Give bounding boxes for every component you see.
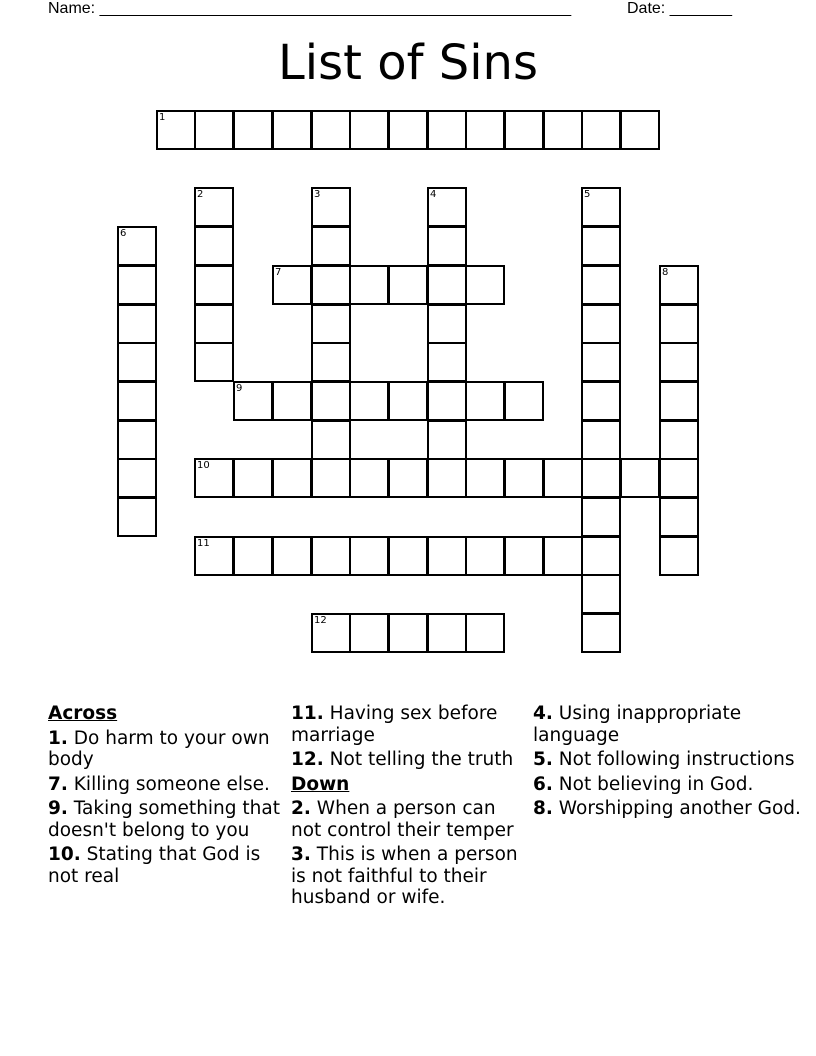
grid-cell[interactable]	[388, 536, 428, 576]
clue-down-5	[533, 749, 803, 771]
clue-down-4	[533, 703, 803, 746]
grid-cell[interactable]	[427, 110, 467, 150]
grid-cell[interactable]	[465, 613, 505, 653]
grid-cell[interactable]	[272, 381, 312, 421]
cell-number: 12	[314, 615, 327, 626]
clue-text: Not believing in God.	[558, 773, 754, 795]
grid-cell[interactable]	[117, 458, 157, 498]
grid-cell[interactable]	[311, 381, 351, 421]
cell-number: 10	[197, 460, 210, 471]
grid-cell[interactable]	[581, 574, 621, 614]
clue-column-3	[533, 703, 803, 823]
clue-number: 3.	[291, 844, 311, 865]
cell-number: 8	[662, 267, 669, 278]
grid-cell[interactable]	[388, 458, 428, 498]
clue-column-2	[291, 703, 527, 912]
date-line[interactable]: Date: _______	[627, 0, 732, 17]
grid-cell[interactable]	[659, 381, 699, 421]
clue-across-12	[291, 749, 527, 771]
grid-cell[interactable]	[581, 226, 621, 266]
grid-cell[interactable]	[272, 536, 312, 576]
grid-cell[interactable]	[194, 458, 234, 498]
grid-cell[interactable]	[272, 265, 312, 305]
down-heading: Down	[291, 773, 350, 795]
grid-cell[interactable]	[465, 536, 505, 576]
grid-cell[interactable]	[659, 420, 699, 460]
cell-number: 6	[120, 228, 127, 239]
clue-number: 8.	[533, 798, 553, 819]
clue-text: This is when a person is not faithful to their husband or wife.	[291, 844, 518, 908]
grid-cell[interactable]	[659, 497, 699, 537]
cell-number: 9	[236, 383, 243, 394]
clue-down-3	[291, 844, 527, 909]
grid-cell[interactable]	[427, 265, 467, 305]
grid-cell[interactable]	[311, 420, 351, 460]
grid-cell[interactable]	[465, 458, 505, 498]
grid-cell[interactable]	[427, 226, 467, 266]
grid-cell[interactable]	[427, 304, 467, 344]
grid-cell[interactable]	[194, 226, 234, 266]
grid-cell[interactable]	[581, 187, 621, 227]
grid-cell[interactable]	[581, 613, 621, 653]
cell-number: 5	[584, 189, 591, 200]
clue-number: 9.	[48, 798, 68, 819]
grid-cell[interactable]	[504, 536, 544, 576]
grid-cell[interactable]	[543, 110, 583, 150]
clue-down-2	[291, 798, 527, 841]
grid-cell[interactable]	[349, 110, 389, 150]
grid-cell[interactable]	[233, 536, 273, 576]
grid-cell[interactable]	[272, 458, 312, 498]
grid-cell[interactable]	[194, 187, 234, 227]
clue-number: 11.	[291, 703, 324, 724]
grid-cell[interactable]	[581, 304, 621, 344]
grid-cell[interactable]	[311, 265, 351, 305]
clue-text: Killing someone else.	[73, 773, 270, 795]
cell-number: 3	[314, 189, 321, 200]
grid-cell[interactable]	[349, 613, 389, 653]
grid-cell[interactable]	[427, 187, 467, 227]
clue-across-10	[48, 844, 284, 887]
grid-cell[interactable]	[156, 110, 196, 150]
clue-across-1	[48, 728, 284, 771]
cell-number: 1	[159, 112, 166, 123]
grid-cell[interactable]	[311, 304, 351, 344]
grid-cell[interactable]	[465, 381, 505, 421]
clue-text: Using inappropriate language	[533, 703, 742, 746]
clue-text: Stating that God is not real	[48, 844, 261, 887]
grid-cell[interactable]	[620, 110, 660, 150]
grid-cell[interactable]	[311, 342, 351, 382]
grid-cell[interactable]	[427, 381, 467, 421]
clue-number: 6.	[533, 773, 553, 795]
grid-cell[interactable]	[388, 381, 428, 421]
clue-number: 5.	[533, 749, 553, 770]
clue-number: 12.	[291, 749, 324, 770]
grid-cell[interactable]	[581, 420, 621, 460]
grid-cell[interactable]	[427, 458, 467, 498]
grid-cell[interactable]	[311, 110, 351, 150]
grid-cell[interactable]	[504, 110, 544, 150]
grid-cell[interactable]	[388, 265, 428, 305]
grid-cell[interactable]	[465, 265, 505, 305]
grid-cell[interactable]	[311, 226, 351, 266]
grid-cell[interactable]	[581, 342, 621, 382]
grid-cell[interactable]	[388, 110, 428, 150]
grid-cell[interactable]	[233, 110, 273, 150]
clue-down-8	[533, 798, 803, 820]
grid-cell[interactable]	[311, 613, 351, 653]
grid-cell[interactable]	[272, 110, 312, 150]
grid-cell[interactable]	[311, 458, 351, 498]
grid-cell[interactable]	[659, 536, 699, 576]
page-title: List of Sins	[278, 35, 538, 91]
clue-text: Not following instructions	[558, 749, 795, 770]
clue-number: 4.	[533, 703, 553, 724]
grid-cell[interactable]	[581, 110, 621, 150]
grid-cell[interactable]	[543, 536, 583, 576]
grid-cell[interactable]	[349, 536, 389, 576]
grid-cell[interactable]	[311, 187, 351, 227]
clue-number: 1.	[48, 727, 68, 749]
grid-cell[interactable]	[581, 536, 621, 576]
grid-cell[interactable]	[427, 536, 467, 576]
grid-cell[interactable]	[117, 381, 157, 421]
grid-cell[interactable]	[194, 304, 234, 344]
grid-cell[interactable]	[659, 304, 699, 344]
across-heading: Across	[48, 703, 118, 724]
clue-text: Worshipping another God.	[558, 798, 801, 819]
clue-number: 7.	[48, 773, 68, 795]
cell-number: 4	[430, 189, 437, 200]
grid-cell[interactable]	[311, 536, 351, 576]
grid-cell[interactable]	[194, 265, 234, 305]
grid-cell[interactable]	[465, 110, 505, 150]
clue-text: When a person can not control their temper	[291, 798, 514, 841]
grid-cell[interactable]	[194, 110, 234, 150]
grid-cell[interactable]	[581, 497, 621, 537]
grid-cell[interactable]	[581, 458, 621, 498]
clue-number: 10.	[48, 844, 81, 865]
grid-cell[interactable]	[427, 420, 467, 460]
clue-text: Having sex before marriage	[291, 703, 498, 746]
grid-cell[interactable]	[117, 497, 157, 537]
grid-cell[interactable]	[388, 613, 428, 653]
grid-cell[interactable]	[233, 458, 273, 498]
grid-cell[interactable]	[117, 265, 157, 305]
grid-cell[interactable]	[581, 381, 621, 421]
grid-cell[interactable]	[543, 458, 583, 498]
clue-across-7	[48, 774, 284, 796]
grid-cell[interactable]	[427, 342, 467, 382]
grid-cell[interactable]	[117, 304, 157, 344]
grid-cell[interactable]	[194, 342, 234, 382]
cell-number: 7	[275, 267, 282, 278]
clue-number: 2.	[291, 798, 311, 819]
grid-cell[interactable]	[349, 381, 389, 421]
grid-cell[interactable]	[233, 381, 273, 421]
grid-cell[interactable]	[504, 381, 544, 421]
grid-cell[interactable]	[659, 342, 699, 382]
clue-across-9	[48, 798, 284, 841]
grid-cell[interactable]	[117, 420, 157, 460]
clue-text: Not telling the truth	[329, 749, 514, 770]
grid-cell[interactable]	[659, 265, 699, 305]
grid-cell[interactable]	[349, 458, 389, 498]
grid-cell[interactable]	[620, 458, 660, 498]
name-line[interactable]: Name: _____________________________________________________	[48, 0, 572, 17]
clue-column-1	[48, 703, 284, 890]
grid-cell[interactable]	[427, 613, 467, 653]
grid-cell[interactable]	[581, 265, 621, 305]
grid-cell[interactable]	[659, 458, 699, 498]
clue-text: Do harm to your own body	[48, 727, 270, 770]
grid-cell[interactable]	[117, 342, 157, 382]
grid-cell[interactable]	[504, 458, 544, 498]
grid-cell[interactable]	[194, 536, 234, 576]
cell-number: 2	[197, 189, 204, 200]
clue-down-6	[533, 774, 803, 796]
clue-text: Taking something that doesn't belong to you	[48, 798, 280, 841]
cell-number: 11	[197, 538, 210, 549]
grid-cell[interactable]	[117, 226, 157, 266]
grid-cell[interactable]	[349, 265, 389, 305]
clue-across-11	[291, 703, 527, 746]
